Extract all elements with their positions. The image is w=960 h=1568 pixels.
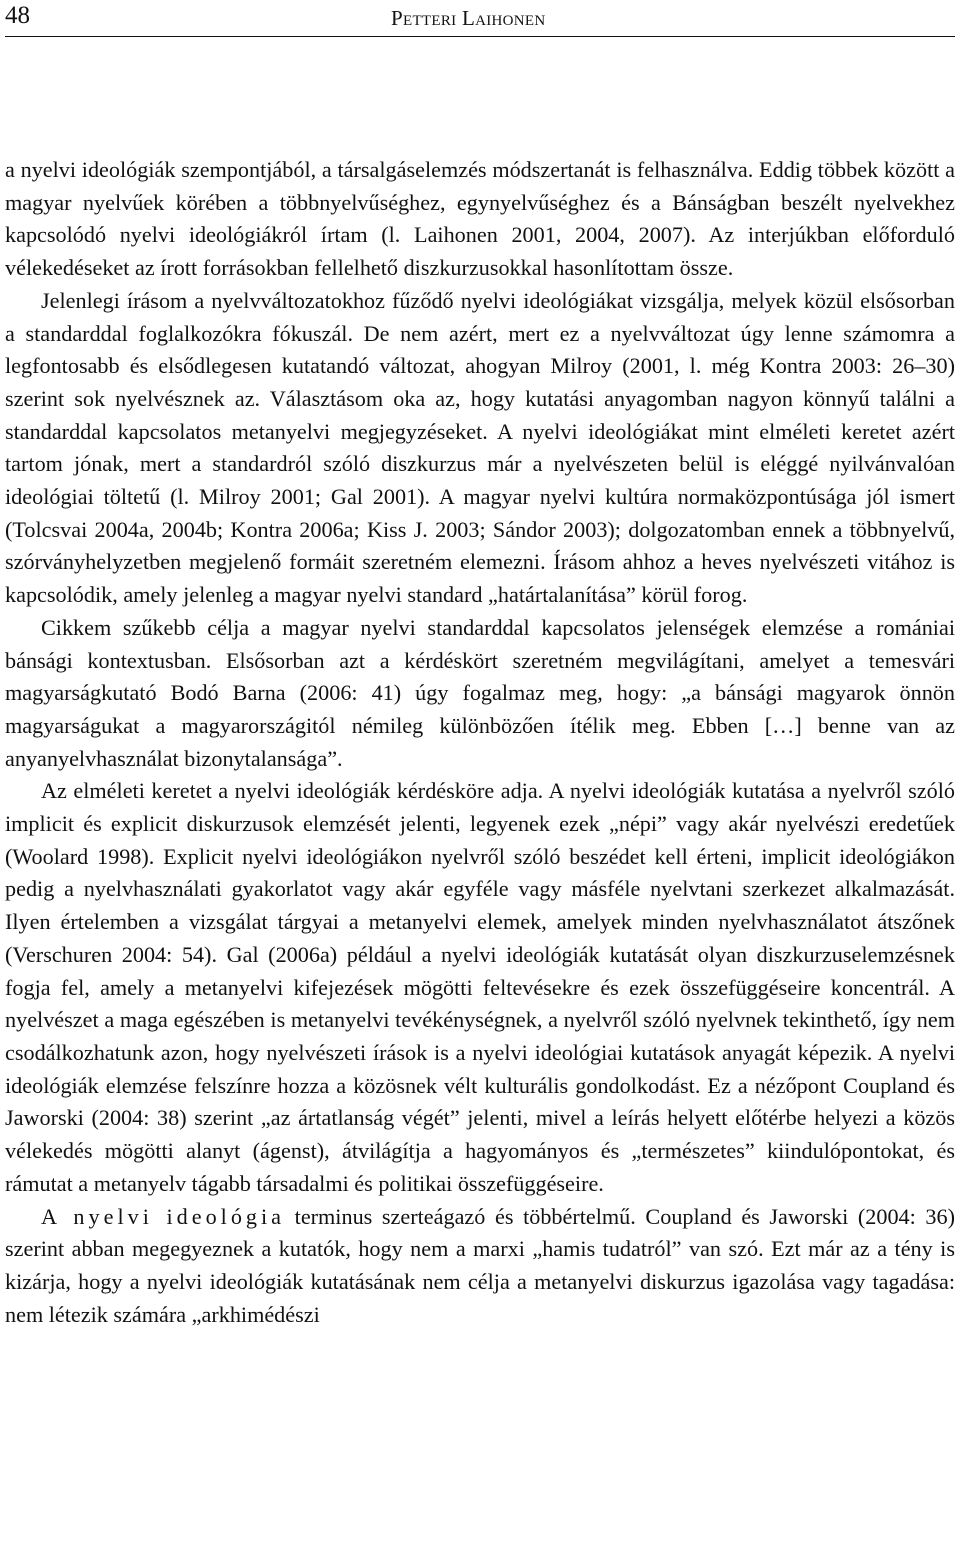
paragraph-1: a nyelvi ideológiák szempontjából, a társalgáselemzés módszertanát is felhasználva. Eddig többek között a magyar nyelvűek körében a többnyelvűséghez, egynyelvűséghez és a Bánságban beszélt nyelvekhez kapcsolódó nyelvi ideológiákról írtam (l. Laihonen 2001, 2004, 2007). Az interjúkban előforduló vélekedéseket az írott forrásokban fellelhető diszkurzusokkal hasonlítottam össze. xyxy=(5,157,955,281)
paragraph-5 xyxy=(5,1201,955,1332)
page-number: 48 xyxy=(5,2,30,29)
paragraph-4: Az elméleti keretet a nyelvi ideológiák kérdésköre adja. A nyelvi ideológiák kutatása a nyelvről szóló implicit és explicit diskurzusok elemzését jelenti, legyenek ezek „népi” vagy akár nyelvészi eredetűek (Woolard 1998). Explicit nyelvi ideológiákon nyelvről szóló beszédet kell érteni, implicit ideológiákon pedig a nyelvhasználati gyakorlatot vagy akár egyféle vagy másféle nyelvtani szerkezet alkalmazását. Ilyen értelemben a vizsgálat tárgyai a metanyelvi elemek, amelyek minden nyelvhasználatot átszőnek (Verschuren 2004: 54). Gal (2006a) például a nyelvi ideológiák kutatását olyan diszkurzuselemzésnek fogja fel, amely a metanyelvi kifejezések mögötti feltevésekre és ezek összefüggéseire koncentrál. A nyelvészet a maga egészében is metanyelvi tevékénységnek, a nyelvről szóló nyelvnek tekinthető, így nem csodálkozhatunk azon, hogy nyelvészeti írások is a nyelvi ideológiai kutatások anyagát képezik. A nyelvi ideológiák elemzése felszínre hozza a közösnek vélt kulturális gondolkodást. Ez a nézőpont Coupland és Jaworski (2004: 38) szerint „az ártatlanság végét” jelenti, mivel a leírás helyett előtérbe helyezi a közös vélekedés mögötti alanyt (ágenst), átvilágítja a hagyományos és „természetes” kiindulópontokat, és rámutat a metanyelv tágabb társadalmi és politikai összefüggéseire. xyxy=(5,778,955,1196)
header-rule xyxy=(5,36,955,37)
paragraph-5-text: terminus szerteágazó és többértelmű. Coupland és Jaworski (2004: 36) szerint abban megegyeznek a kutatók, hogy nem a marxi „hamis tudatról” van szó. Ezt már az a tény is kizárja, hogy a nyelvi ideológiák kutatásának nem célja a metanyelvi diskurzus igazolása vagy tagadása: nem létezik számára „arkhimédészi xyxy=(5,1203,956,1327)
spaced-term: A nyelvi ideológia xyxy=(41,1203,286,1229)
paragraph-2: Jelenlegi írásom a nyelvváltozatokhoz fűződő nyelvi ideológiákat vizsgálja, melyek közül elsősorban a standarddal foglalkozókra fókuszál. De nem azért, mert ez a nyelvváltozat úgy lenne számomra a legfontosabb és elsődlegesen kutatandó változat, ahogyan Milroy (2001, l. még Kontra 2003: 26–30) szerint sok nyelvésznek az. Választásom oka az, hogy kutatási anyagomban nagyon könnyű találni a standarddal kapcsolatos metanyelvi megjegyzéseket. A nyelvi ideológiákat mint elméleti keretet azért tartom jónak, mert a standardról szóló diszkurzus már a nyelvészeten belül is eléggé nyilvánvalóan ideológiai töltetű (l. Milroy 2001; Gal 2001). A magyar nyelvi kultúra normaközpontúsága jól ismert (Tolcsvai 2004a, 2004b; Kontra 2006a; Kiss J. 2003; Sándor 2003); dolgozatomban ennek a többnyelvű, szórványhelyzetben megjelenő formáit szeretném elemezni. Írásom ahhoz a heves nyelvészeti vitához is kapcsolódik, amely jelenleg a magyar nyelvi standard „határtalanítása” körül forog. xyxy=(5,287,955,608)
paragraph-3: Cikkem szűkebb célja a magyar nyelvi standarddal kapcsolatos jelenségek elemzése a romániai bánsági kontextusban. Elsősorban azt a kérdéskört szeretném megvilágítani, amelyet a temesvári magyarságkutató Bodó Barna (2006: 41) úgy fogalmaz meg, hogy: „a bánsági magyarok önnön magyarságukat a magyarországitól némileg különbözően ítélik meg. Ebben […] benne van az anyanyelvhasználat bizonytalansága”. xyxy=(5,614,955,771)
running-head: Petteri Laihonen xyxy=(391,6,546,30)
page-header xyxy=(5,0,955,32)
body-text xyxy=(5,154,955,1331)
